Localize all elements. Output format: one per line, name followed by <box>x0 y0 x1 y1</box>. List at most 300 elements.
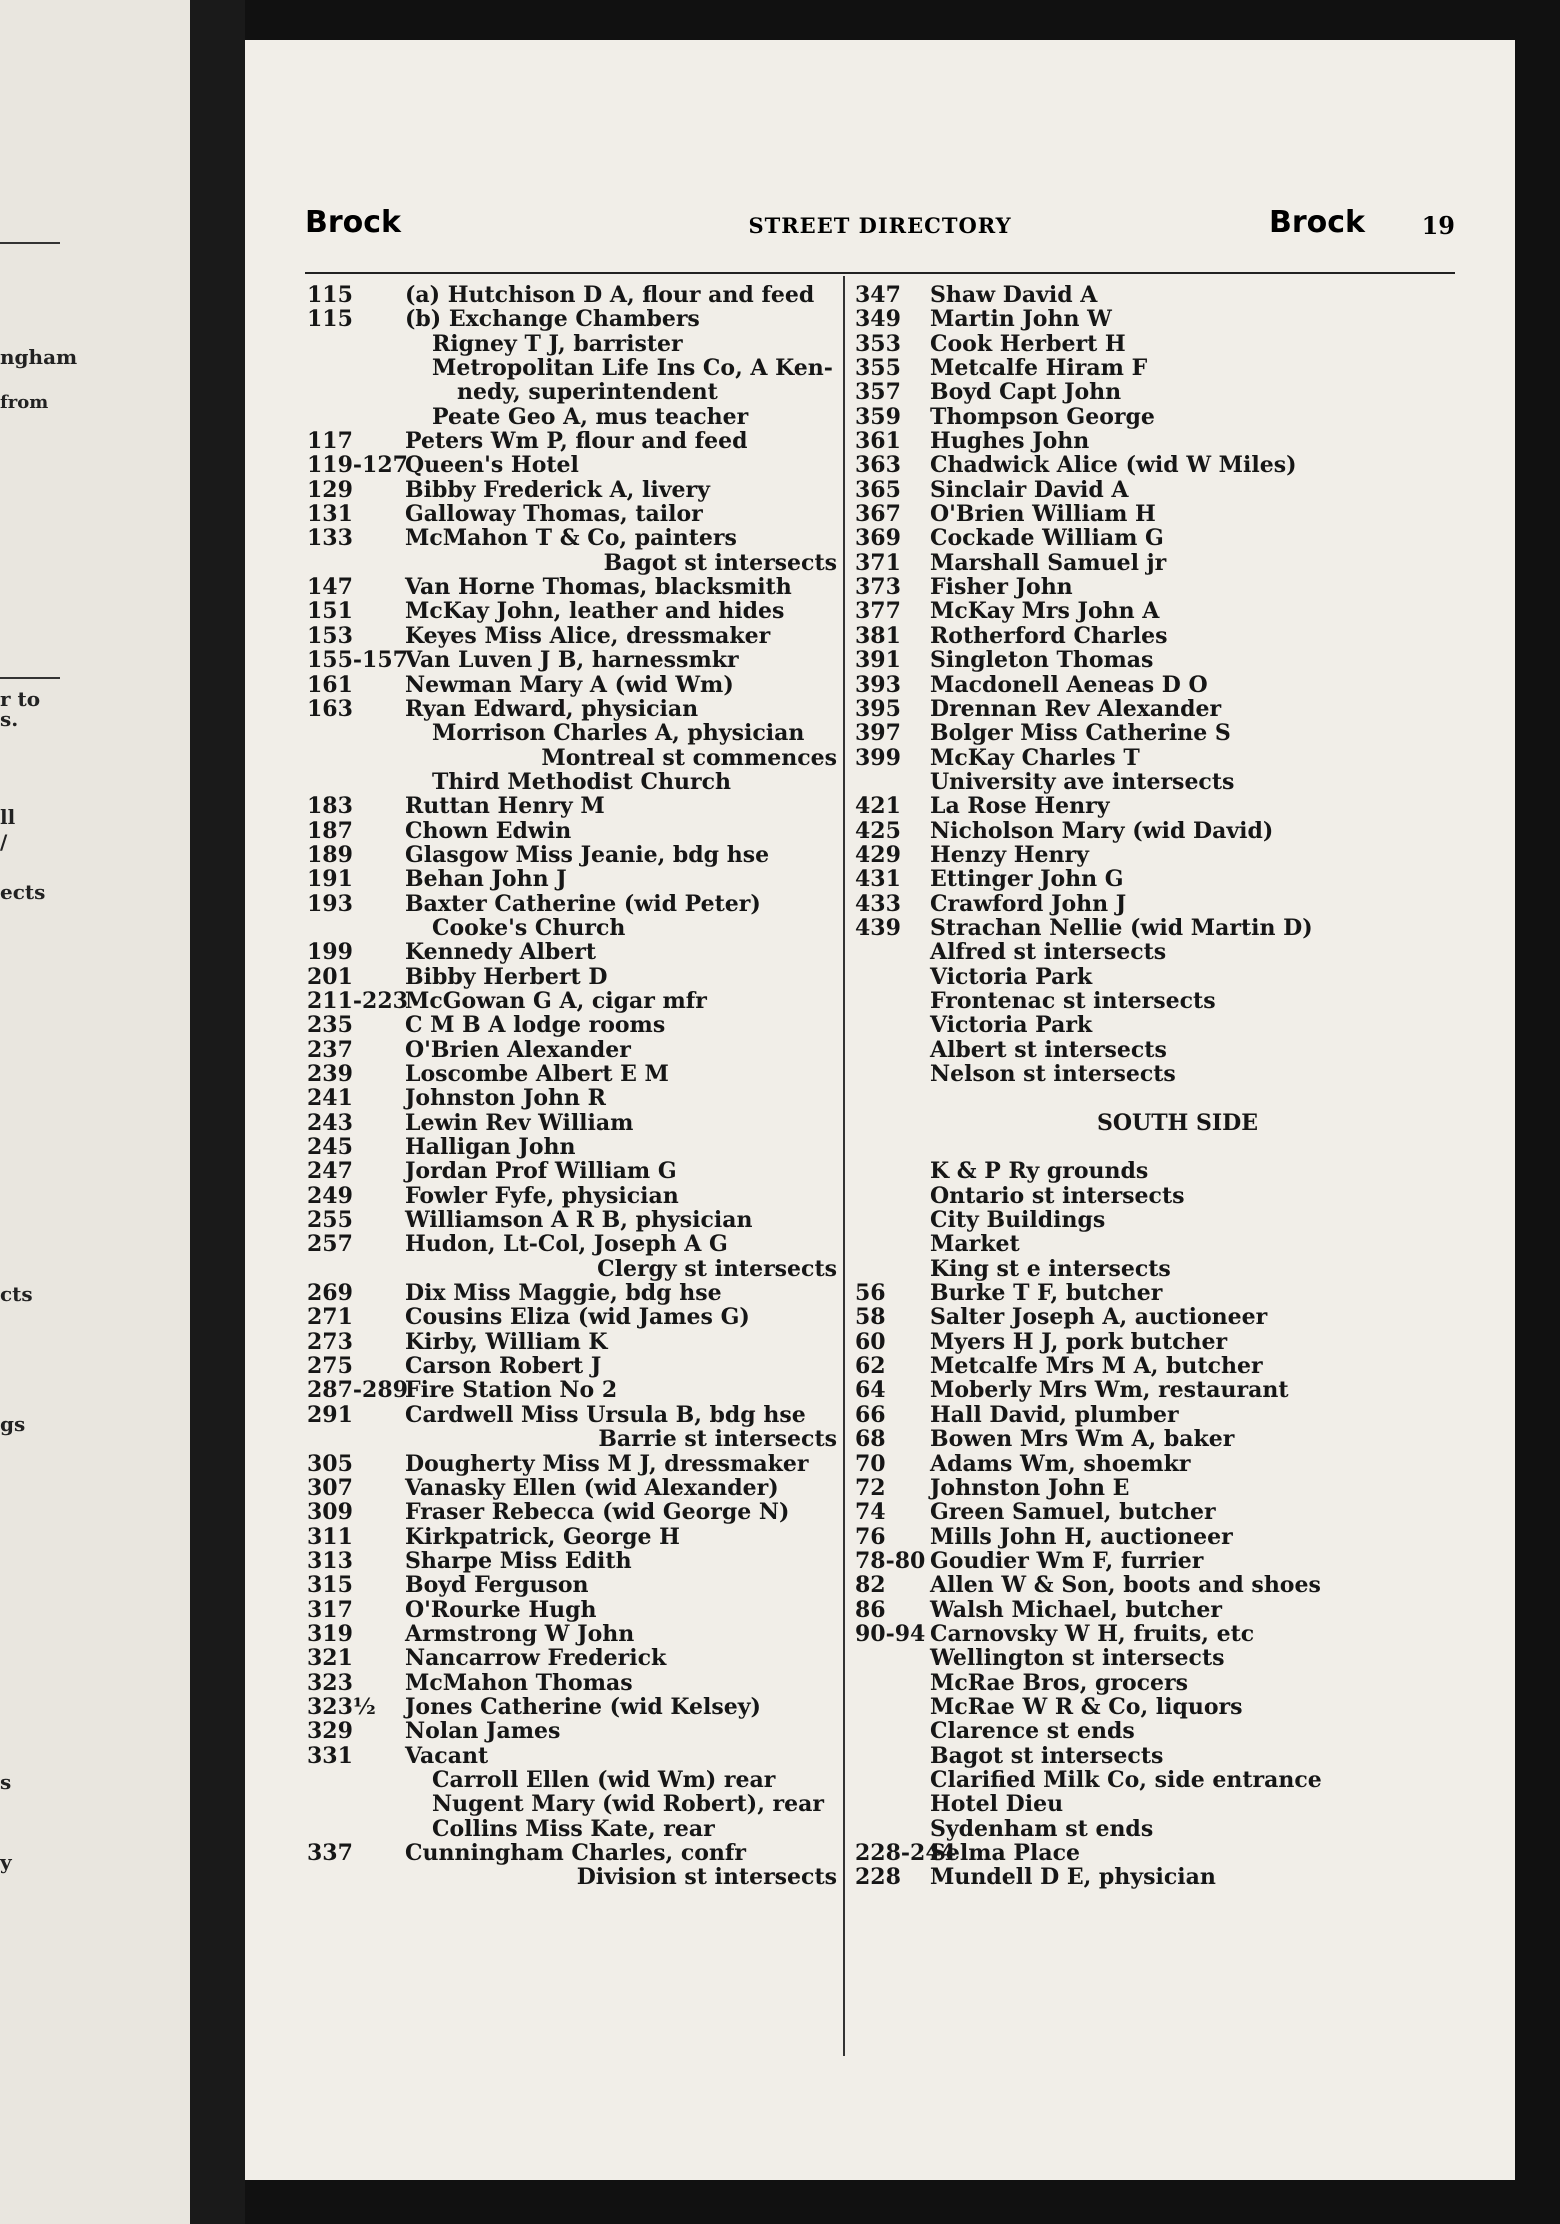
directory-entry <box>307 1475 837 1499</box>
resident-name: Metropolitan Life Ins Co, A Ken- <box>432 355 833 382</box>
street-number: 315 <box>307 1572 353 1599</box>
resident-name: Dix Miss Maggie, bdg hse <box>405 1280 722 1307</box>
directory-entry <box>855 306 1425 333</box>
street-number: 381 <box>855 622 901 649</box>
directory-entry <box>307 1524 837 1548</box>
directory-entry <box>855 1572 1425 1599</box>
directory-entry <box>307 1402 837 1426</box>
directory-entry <box>307 574 837 601</box>
directory-entry <box>307 1694 837 1718</box>
directory-entry <box>307 1183 837 1207</box>
resident-name: Lewin Rev William <box>405 1109 634 1136</box>
street-number: 311 <box>307 1523 353 1550</box>
street-number: 323½ <box>307 1693 376 1720</box>
resident-name: Marshall Samuel jr <box>930 549 1167 576</box>
resident-name: Drennan Rev Alexander <box>930 695 1222 722</box>
resident-name: Strachan Nellie (wid Martin D) <box>930 914 1313 941</box>
street-number: 347 <box>855 282 901 308</box>
directory-entry <box>307 672 837 696</box>
adjacent-page-fragment: ll <box>0 805 16 829</box>
street-number: 62 <box>855 1353 886 1380</box>
directory-entry <box>307 525 837 552</box>
directory-entry <box>307 745 837 769</box>
resident-name: McMahon Thomas <box>405 1669 633 1696</box>
resident-name: Martin John W <box>930 306 1112 333</box>
street-number: 201 <box>307 963 353 990</box>
street-number: 193 <box>307 890 353 917</box>
directory-entry <box>855 1524 1425 1548</box>
directory-entry <box>307 1329 837 1353</box>
street-number: 243 <box>307 1109 353 1136</box>
adjacent-page-fragment: s <box>0 1770 12 1794</box>
directory-entry <box>307 1426 837 1453</box>
street-number: 433 <box>855 890 901 917</box>
directory-entry <box>307 1548 837 1572</box>
directory-entry <box>855 404 1425 428</box>
resident-name: Nancarrow Frederick <box>405 1645 667 1672</box>
street-number: 115 <box>307 306 353 333</box>
directory-entry <box>855 282 1425 306</box>
resident-name: Hughes John <box>930 428 1090 455</box>
directory-entry <box>855 1451 1425 1475</box>
street-number: 249 <box>307 1182 353 1209</box>
directory-entry <box>855 1256 1425 1280</box>
street-number: 321 <box>307 1645 353 1672</box>
resident-name: Johnston John R <box>405 1085 606 1112</box>
resident-name: O'Brien Alexander <box>405 1036 631 1063</box>
resident-name: Boyd Ferguson <box>405 1572 589 1599</box>
directory-entry <box>307 1158 837 1185</box>
directory-entry <box>307 1012 837 1039</box>
directory-entry <box>855 1183 1425 1207</box>
street-number: 60 <box>855 1328 886 1355</box>
directory-entry <box>307 720 837 747</box>
street-number: 257 <box>307 1231 353 1258</box>
directory-entry <box>307 1621 837 1645</box>
directory-entry <box>307 306 837 333</box>
resident-name: K & P Ry grounds <box>930 1158 1149 1185</box>
street-number: 189 <box>307 841 353 868</box>
resident-name: Van Horne Thomas, blacksmith <box>405 574 792 601</box>
street-number: 228 <box>855 1864 901 1891</box>
directory-entry <box>855 428 1425 455</box>
directory-entry <box>855 477 1425 501</box>
street-number: 323 <box>307 1669 353 1696</box>
directory-entry <box>307 598 837 625</box>
resident-name: Cardwell Miss Ursula B, bdg hse <box>405 1401 806 1428</box>
directory-entry <box>855 769 1425 793</box>
directory-entry <box>855 1475 1425 1499</box>
resident-name: Fowler Fyfe, physician <box>405 1182 679 1209</box>
adjacent-page-fragment: ects <box>0 880 46 904</box>
directory-entry <box>307 939 837 966</box>
directory-entry <box>307 452 837 479</box>
directory-entry <box>307 1816 837 1840</box>
street-number: 349 <box>855 306 901 333</box>
resident-name: Selma Place <box>930 1840 1080 1866</box>
street-number: 307 <box>307 1474 353 1501</box>
street-number: 355 <box>855 355 901 382</box>
directory-entry <box>307 1718 837 1745</box>
resident-name: Cook Herbert H <box>930 330 1126 357</box>
resident-name: McKay Mrs John A <box>930 598 1160 625</box>
page-header <box>305 205 1455 265</box>
street-number: 241 <box>307 1085 353 1112</box>
street-number: 129 <box>307 476 353 503</box>
directory-entry <box>307 818 837 842</box>
directory-entry <box>855 1061 1425 1085</box>
resident-name: (a) Hutchison D A, flour and feed <box>405 282 815 308</box>
directory-entry <box>307 1256 837 1280</box>
resident-name: Collins Miss Kate, rear <box>432 1815 715 1842</box>
header-title: STREET DIRECTORY <box>748 213 1012 238</box>
street-number: 70 <box>855 1450 886 1477</box>
street-number: 329 <box>307 1718 353 1745</box>
street-number: 247 <box>307 1158 353 1185</box>
directory-entry <box>307 647 837 674</box>
street-number: 237 <box>307 1036 353 1063</box>
street-number: 361 <box>855 428 901 455</box>
resident-name: Fisher John <box>930 574 1073 601</box>
resident-name: Jones Catherine (wid Kelsey) <box>405 1693 761 1720</box>
street-number: 429 <box>855 841 901 868</box>
cross-street-note: Albert st intersects <box>930 1036 1167 1063</box>
street-number: 287-289 <box>307 1377 408 1404</box>
directory-entry <box>855 1329 1425 1353</box>
directory-entry <box>307 1110 837 1134</box>
street-number: 317 <box>307 1596 353 1623</box>
directory-entry <box>855 1548 1425 1572</box>
directory-entry <box>855 1353 1425 1380</box>
cross-street-note: Bagot st intersects <box>603 549 837 576</box>
resident-name: Green Samuel, butcher <box>930 1499 1216 1526</box>
street-number: 431 <box>855 866 901 893</box>
directory-entry <box>307 1670 837 1694</box>
directory-entry <box>307 1451 837 1475</box>
street-number: 74 <box>855 1499 886 1526</box>
street-number: 369 <box>855 525 901 552</box>
street-number: 119-127 <box>307 452 408 479</box>
resident-name: Morrison Charles A, physician <box>432 720 805 747</box>
resident-name: O'Brien William H <box>930 501 1156 528</box>
resident-name: Crawford John J <box>930 890 1127 917</box>
resident-name: Allen W & Son, boots and shoes <box>930 1572 1321 1599</box>
resident-name: Bibby Herbert D <box>405 963 608 990</box>
resident-name: C M B A lodge rooms <box>405 1012 666 1039</box>
resident-name: Nugent Mary (wid Robert), rear <box>432 1791 824 1818</box>
street-number: 391 <box>855 647 901 674</box>
directory-entry <box>855 1694 1425 1718</box>
resident-name: Henzy Henry <box>930 841 1089 868</box>
resident-name: Van Luven J B, harnessmkr <box>405 647 739 674</box>
directory-entry <box>855 842 1425 866</box>
street-number: 269 <box>307 1280 353 1307</box>
resident-name: Dougherty Miss M J, dressmaker <box>405 1450 809 1477</box>
resident-name: Third Methodist Church <box>432 768 731 795</box>
street-number: 305 <box>307 1450 353 1477</box>
directory-entry <box>307 964 837 988</box>
cross-street-note: Clarence st ends <box>930 1718 1135 1745</box>
binding-gutter <box>190 0 245 2224</box>
resident-name: Armstrong W John <box>405 1620 635 1647</box>
directory-entry <box>855 1791 1425 1818</box>
directory-entry <box>855 1499 1425 1526</box>
directory-entry <box>307 1085 837 1112</box>
cross-street-note: Barrie st intersects <box>598 1426 837 1453</box>
directory-entry <box>307 1767 837 1791</box>
resident-name: Myers H J, pork butcher <box>930 1328 1228 1355</box>
cross-street-note: Montreal st commences <box>541 744 837 771</box>
resident-name: Boyd Capt John <box>930 379 1122 406</box>
directory-entry <box>307 866 837 893</box>
directory-entry <box>307 1377 837 1404</box>
street-number: 90-94 <box>855 1620 926 1647</box>
resident-name: Ryan Edward, physician <box>405 695 699 722</box>
directory-entry <box>307 1037 837 1061</box>
resident-name: Thompson George <box>930 403 1155 430</box>
resident-name: Sharpe Miss Edith <box>405 1547 632 1574</box>
adjacent-page-fragment: / <box>0 830 8 854</box>
resident-name: Kirby, William K <box>405 1328 608 1355</box>
directory-entry <box>855 1840 1425 1864</box>
resident-name: Mundell D E, physician <box>930 1864 1216 1891</box>
resident-name: Goudier Wm F, furrier <box>930 1547 1204 1574</box>
street-number: 239 <box>307 1061 353 1087</box>
resident-name: Jordan Prof William G <box>405 1158 677 1185</box>
directory-entry <box>855 793 1425 820</box>
directory-entry <box>855 988 1425 1012</box>
directory-entry <box>307 1280 837 1307</box>
directory-entry <box>855 1231 1425 1258</box>
directory-entry <box>855 1645 1425 1672</box>
directory-entry <box>855 525 1425 552</box>
resident-name: Galloway Thomas, tailor <box>405 501 703 528</box>
resident-name: Clarified Milk Co, side entrance <box>930 1766 1322 1793</box>
adjacent-page-fragment: cts <box>0 1282 33 1306</box>
resident-name: Peate Geo A, mus teacher <box>432 403 749 430</box>
resident-name: Vanasky Ellen (wid Alexander) <box>405 1474 779 1501</box>
directory-entry <box>855 964 1425 988</box>
street-number: 235 <box>307 1012 353 1039</box>
directory-entry <box>855 1718 1425 1745</box>
street-number: 309 <box>307 1499 353 1526</box>
street-number: 187 <box>307 817 353 844</box>
street-number: 153 <box>307 622 353 649</box>
directory-entry <box>855 720 1425 747</box>
street-number: 151 <box>307 598 353 625</box>
adjacent-page-fragment: r to <box>0 687 41 711</box>
resident-name: Kennedy Albert <box>405 939 597 966</box>
street-number: 275 <box>307 1353 353 1380</box>
street-number: 395 <box>855 695 901 722</box>
directory-entry <box>855 1767 1425 1791</box>
street-number: 319 <box>307 1620 353 1647</box>
directory-entry <box>307 1645 837 1672</box>
directory-entry <box>855 1012 1425 1039</box>
street-number: 397 <box>855 720 901 747</box>
resident-name: Ettinger John G <box>930 866 1124 893</box>
left-column <box>307 282 837 1889</box>
directory-entry <box>307 793 837 820</box>
street-number: 363 <box>855 452 901 479</box>
resident-name: Carroll Ellen (wid Wm) rear <box>432 1766 776 1793</box>
resident-name: O'Rourke Hugh <box>405 1596 597 1623</box>
resident-name: Queen's Hotel <box>405 452 579 479</box>
street-number: 163 <box>307 695 353 722</box>
resident-name: Mills John H, auctioneer <box>930 1523 1233 1550</box>
street-number: 161 <box>307 671 353 698</box>
directory-entry <box>855 1158 1425 1185</box>
resident-name: Chadwick Alice (wid W Miles) <box>930 452 1297 479</box>
street-number: 58 <box>855 1304 886 1331</box>
resident-name: Cunningham Charles, confr <box>405 1840 746 1866</box>
street-number: 117 <box>307 428 353 455</box>
directory-entry <box>307 1231 837 1258</box>
directory-entry <box>855 452 1425 479</box>
directory-entry <box>307 1353 837 1380</box>
resident-name: Peters Wm P, flour and feed <box>405 428 748 455</box>
directory-entry <box>307 1304 837 1331</box>
street-number: 228-244 <box>855 1840 956 1866</box>
directory-entry <box>855 1037 1425 1061</box>
header-right-street: Brock <box>1268 205 1365 240</box>
resident-name: Chown Edwin <box>405 817 572 844</box>
street-number: 78-80 <box>855 1547 926 1574</box>
resident-name: Market <box>930 1231 1020 1258</box>
cross-street-note: University ave intersects <box>930 768 1235 795</box>
resident-name: Walsh Michael, butcher <box>930 1596 1222 1623</box>
street-number: 365 <box>855 476 901 503</box>
resident-name: Rigney T J, barrister <box>432 330 683 357</box>
directory-entry <box>855 647 1425 674</box>
adjacent-page-rule <box>0 242 60 244</box>
directory-entry <box>855 745 1425 769</box>
directory-entry <box>855 550 1425 574</box>
street-number: 291 <box>307 1401 353 1428</box>
right-column <box>855 282 1425 1889</box>
directory-entry <box>307 331 837 355</box>
directory-entry <box>855 1864 1425 1891</box>
street-number: 131 <box>307 501 353 528</box>
directory-entry <box>307 1134 837 1161</box>
adjacent-page-fragment: from <box>0 392 49 413</box>
directory-entry <box>855 1085 1425 1109</box>
resident-name: Fraser Rebecca (wid George N) <box>405 1499 790 1526</box>
directory-entry <box>307 1791 837 1818</box>
directory-entry <box>855 574 1425 601</box>
resident-name: McKay John, leather and hides <box>405 598 785 625</box>
resident-name: Johnston John E <box>930 1474 1130 1501</box>
street-number: 199 <box>307 939 353 966</box>
resident-name: Singleton Thomas <box>930 647 1154 674</box>
street-number: 76 <box>855 1523 886 1550</box>
cross-street-note: Clergy st intersects <box>597 1255 837 1282</box>
resident-name: Behan John J <box>405 866 567 893</box>
resident-name: Cousins Eliza (wid James G) <box>405 1304 750 1331</box>
street-number: 337 <box>307 1840 353 1866</box>
street-number: 64 <box>855 1377 886 1404</box>
resident-name: McMahon T & Co, painters <box>405 525 737 552</box>
street-number: 357 <box>855 379 901 406</box>
directory-entry <box>307 1061 837 1085</box>
cross-street-note: Ontario st intersects <box>930 1182 1185 1209</box>
directory-entry <box>855 1110 1425 1134</box>
directory-entry <box>855 915 1425 939</box>
directory-entry <box>307 623 837 647</box>
adjacent-page-fragment: s. <box>0 707 19 731</box>
resident-name: McKay Charles T <box>930 744 1140 771</box>
street-number: 68 <box>855 1426 886 1453</box>
resident-name: Cooke's Church <box>432 914 626 941</box>
resident-name: Loscombe Albert E M <box>405 1061 669 1087</box>
resident-name: (b) Exchange Chambers <box>405 306 700 333</box>
directory-entry <box>855 598 1425 625</box>
directory-entry <box>307 355 837 382</box>
resident-name: Metcalfe Mrs M A, butcher <box>930 1353 1263 1380</box>
cross-street-note: Alfred st intersects <box>930 939 1167 966</box>
cross-street-note: Nelson st intersects <box>930 1061 1176 1087</box>
directory-entry <box>855 1621 1425 1645</box>
directory-entry <box>307 891 837 915</box>
street-number: 211-223 <box>307 987 408 1014</box>
cross-street-note: Sydenham st ends <box>930 1815 1154 1842</box>
header-rule <box>305 272 1455 274</box>
directory-entry <box>855 1597 1425 1621</box>
resident-name: Moberly Mrs Wm, restaurant <box>930 1377 1289 1404</box>
street-number: 331 <box>307 1742 353 1769</box>
resident-name: Nolan James <box>405 1718 561 1745</box>
resident-name: Adams Wm, shoemkr <box>930 1450 1191 1477</box>
resident-name: Halligan John <box>405 1134 576 1161</box>
header-left-street: Brock <box>305 205 402 240</box>
street-number: 155-157 <box>307 647 408 674</box>
street-number: 359 <box>855 403 901 430</box>
street-number: 255 <box>307 1207 353 1234</box>
page-number: 19 <box>1421 211 1455 240</box>
directory-entry <box>855 1402 1425 1426</box>
directory-entry <box>855 939 1425 966</box>
street-number: 147 <box>307 574 353 601</box>
directory-entry <box>307 1499 837 1526</box>
street-number: 72 <box>855 1474 886 1501</box>
directory-entry <box>855 331 1425 355</box>
street-number: 133 <box>307 525 353 552</box>
resident-name: Metcalfe Hiram F <box>930 355 1148 382</box>
directory-entry <box>855 1304 1425 1331</box>
street-number: 399 <box>855 744 901 771</box>
resident-name: Nicholson Mary (wid David) <box>930 817 1274 844</box>
resident-name: Shaw David A <box>930 282 1098 308</box>
street-number: 86 <box>855 1596 886 1623</box>
resident-name: Carson Robert J <box>405 1353 602 1380</box>
directory-entry <box>307 1597 837 1621</box>
resident-name: Vacant <box>405 1742 489 1769</box>
street-number: 183 <box>307 793 353 820</box>
resident-name: Burke T F, butcher <box>930 1280 1163 1307</box>
street-number: 353 <box>855 330 901 357</box>
directory-entry <box>307 915 837 939</box>
resident-name: Glasgow Miss Jeanie, bdg hse <box>405 841 770 868</box>
directory-entry <box>307 404 837 428</box>
resident-name: Cockade William G <box>930 525 1164 552</box>
resident-name: McGowan G A, cigar mfr <box>405 987 707 1014</box>
street-number: 56 <box>855 1280 886 1307</box>
resident-name: Hudon, Lt-Col, Joseph A G <box>405 1231 728 1258</box>
directory-entry <box>307 1572 837 1599</box>
directory-entry <box>855 696 1425 720</box>
street-number: 439 <box>855 914 901 941</box>
street-number: 245 <box>307 1134 353 1161</box>
